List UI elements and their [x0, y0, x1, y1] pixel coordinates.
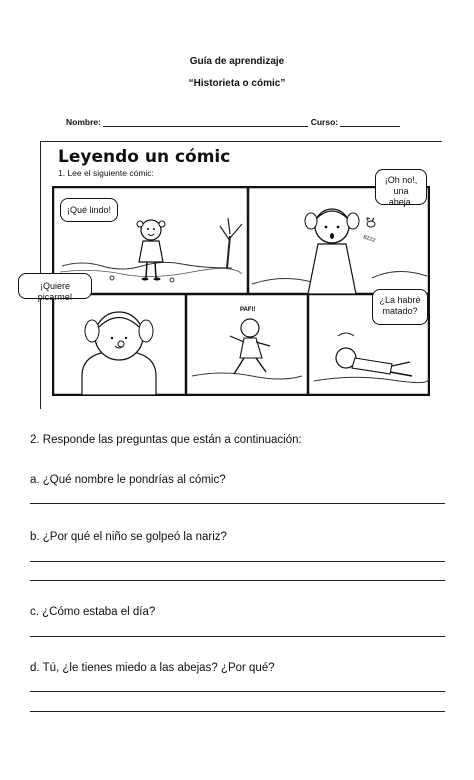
comic-instruction: 1. Lee el siguiente cómic:: [58, 168, 154, 178]
question-c: c. ¿Cómo estaba el día?: [30, 606, 156, 618]
question-b: b. ¿Por qué el niño se golpeó la nariz?: [30, 531, 227, 543]
answer-line-b1[interactable]: [30, 561, 445, 562]
speech-bubble-2-line2: una abeja.: [388, 186, 414, 207]
sfx-paf: PAF!!: [240, 307, 256, 313]
name-course-row: [66, 117, 416, 127]
question-d: d. Tú, ¿le tienes miedo a las abejas? ¿Por qué?: [30, 662, 275, 674]
curso-label: Curso:: [310, 117, 339, 127]
nombre-label: Nombre:: [66, 117, 101, 127]
nombre-blank[interactable]: [103, 117, 308, 127]
speech-bubble-3: [18, 273, 92, 302]
answer-line-a1[interactable]: [30, 503, 445, 504]
answer-line-c1[interactable]: [30, 636, 445, 637]
comic-sheet: [37, 141, 442, 409]
page-title: Guía de aprendizaje: [189, 56, 285, 67]
curso-blank[interactable]: [340, 117, 400, 127]
answer-line-b2[interactable]: [30, 580, 445, 581]
speech-bubble-1-text: ¡Qué lindo!: [66, 205, 112, 215]
speech-bubble-1: [60, 198, 118, 222]
sheet-border-top: [40, 141, 442, 142]
page-subtitle: “Historieta o cómic”: [188, 78, 286, 89]
speech-bubble-2: [375, 169, 427, 205]
questions-intro: 2. Responde las preguntas que están a continuación:: [30, 434, 302, 446]
speech-bubble-4: [372, 289, 428, 325]
question-a: a. ¿Qué nombre le pondrías al cómic?: [30, 474, 226, 486]
comic-strip: [37, 175, 430, 396]
sfx-bzz: BZZZ: [362, 234, 377, 245]
speech-bubble-2-line1: ¡Oh no!,: [384, 175, 418, 185]
speech-bubble-4-line2: matado?: [382, 306, 418, 316]
speech-bubble-3-text: ¡Quiere picarme!: [37, 281, 73, 302]
answer-line-d1[interactable]: [30, 691, 445, 692]
speech-bubble-4-line1: ¿La habré: [379, 295, 421, 305]
answer-line-d2[interactable]: [30, 711, 445, 712]
comic-sheet-title: Leyendo un cómic: [58, 147, 231, 167]
